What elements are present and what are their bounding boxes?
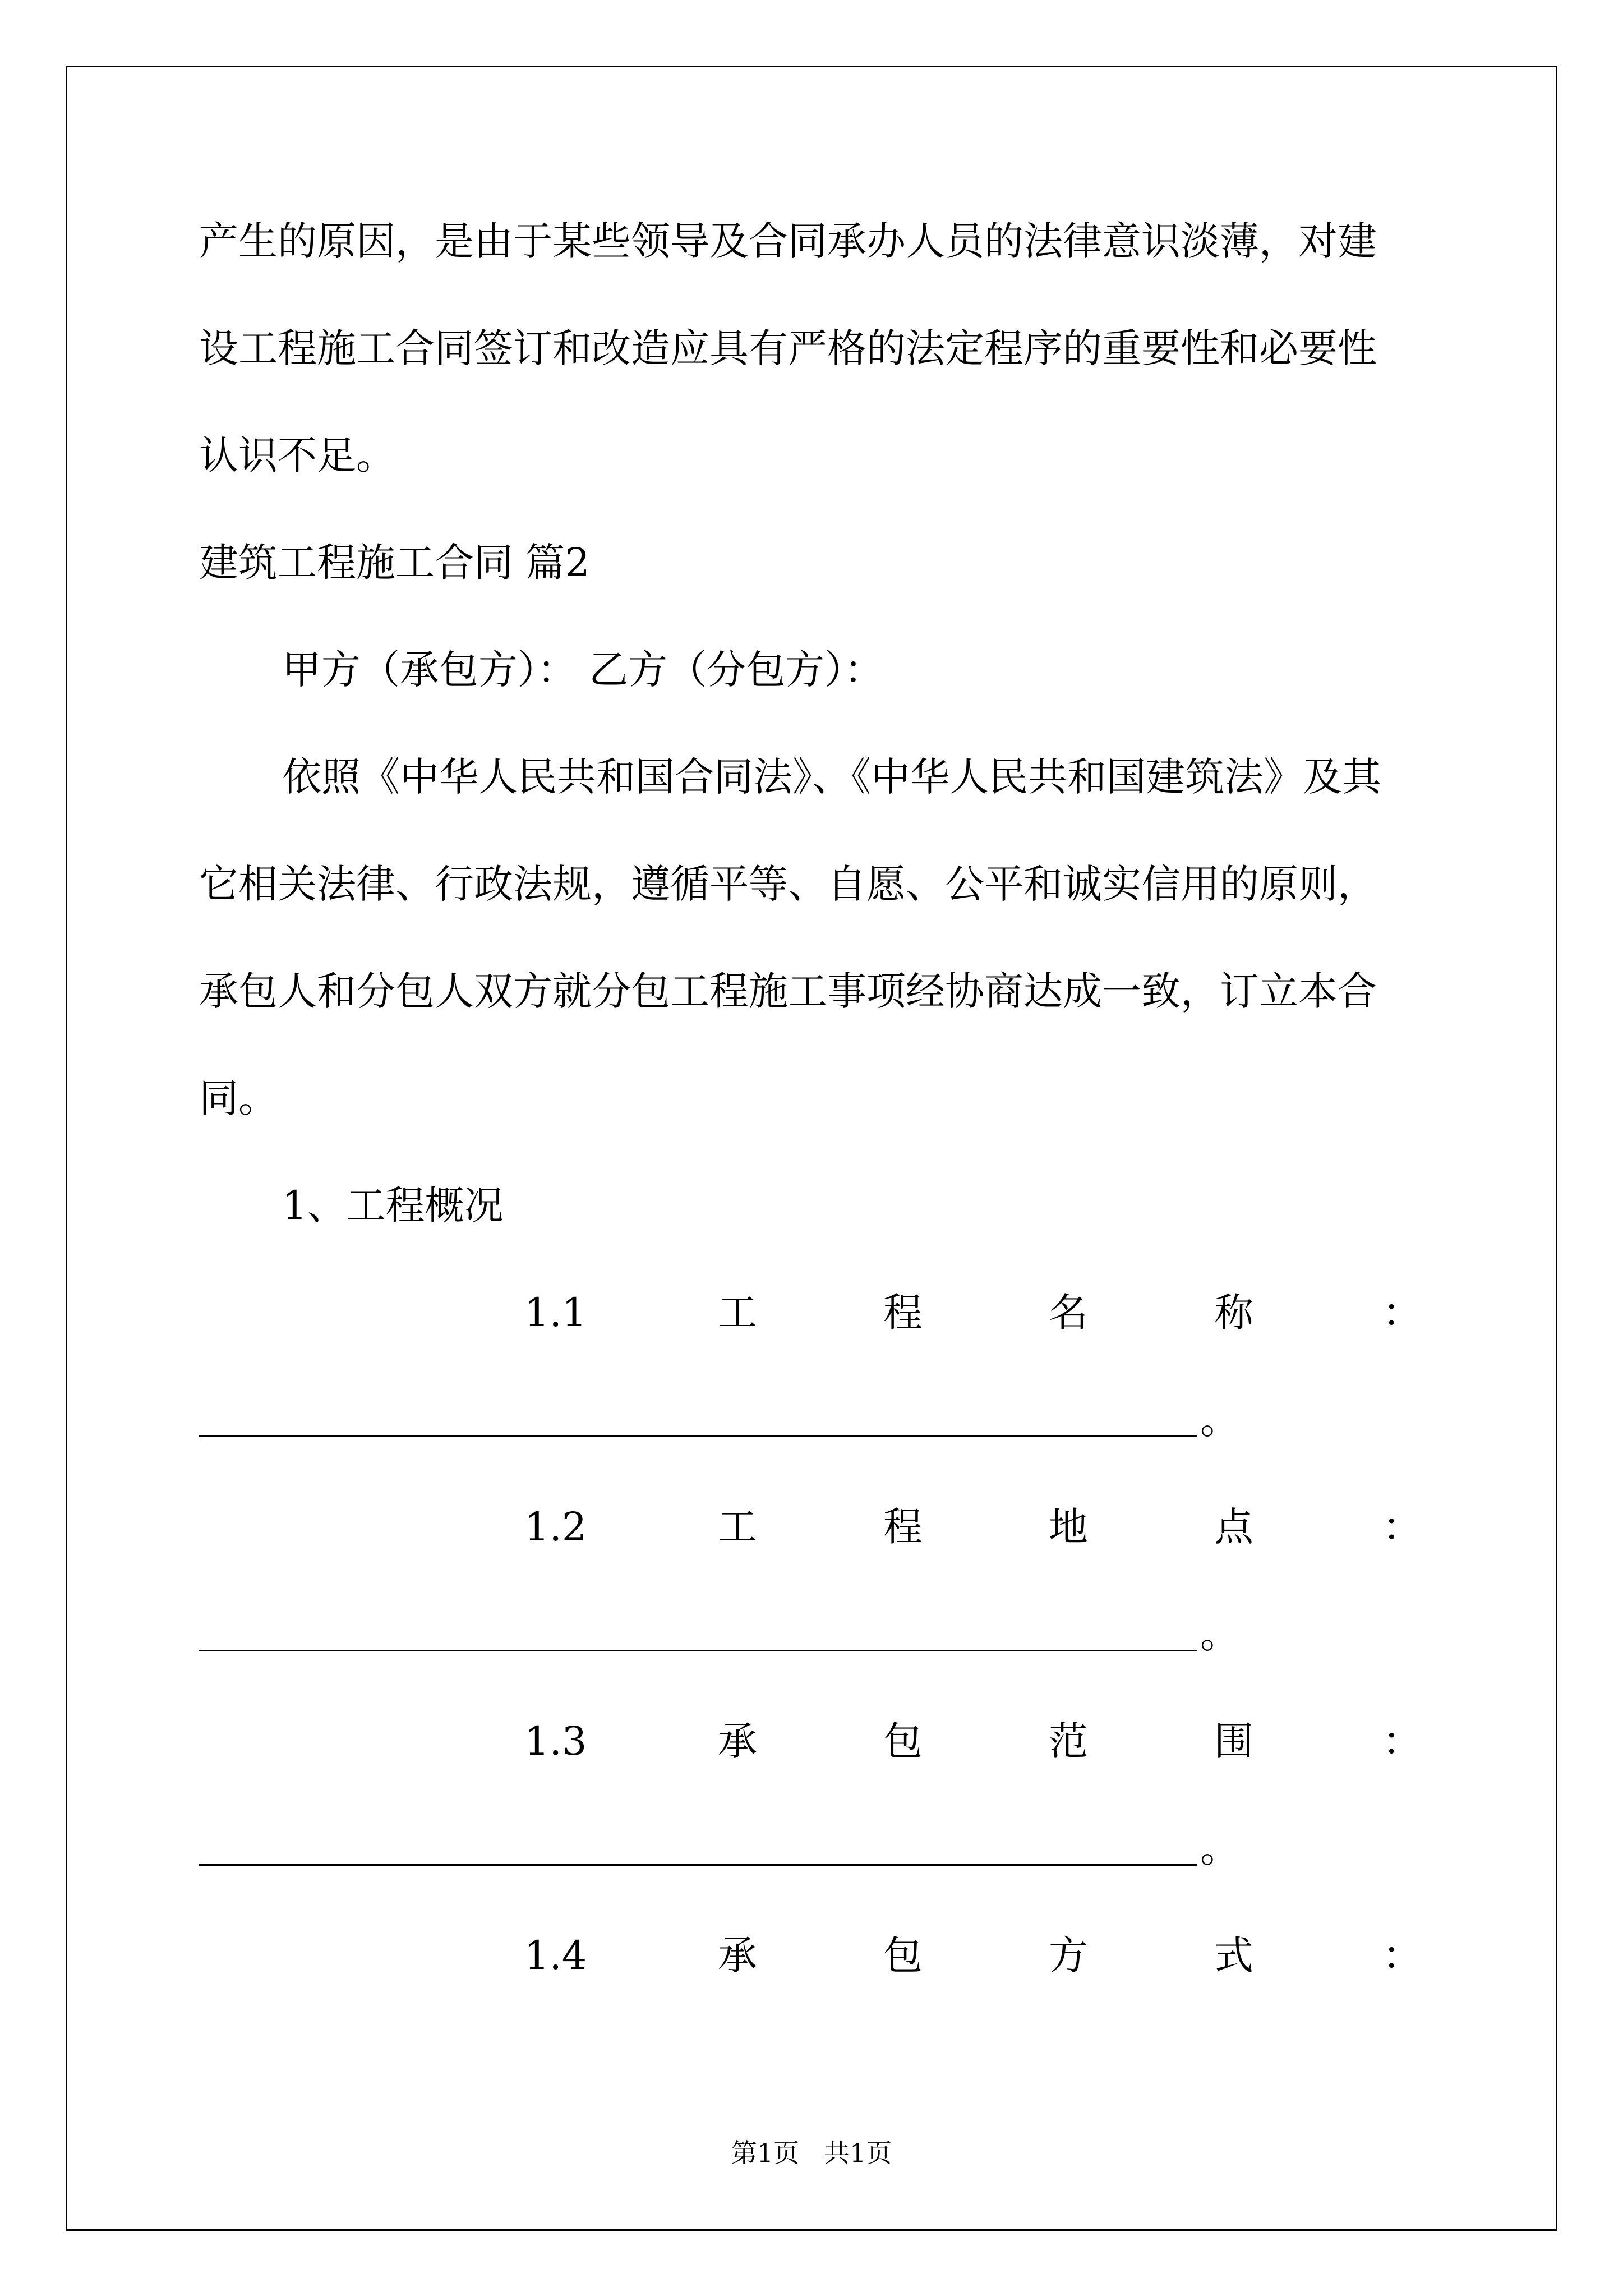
document-body <box>199 213 1427 1984</box>
blank-underline <box>199 1435 1197 1437</box>
blank-period: 。 <box>1200 1825 1239 1871</box>
item-char: 方 <box>1049 1932 1088 1978</box>
text-line: 承包人和分包人双方就分包工程施工事项经协商达成一致，订立本合 <box>199 968 1377 1014</box>
item-char: 承 <box>718 1718 757 1764</box>
parties-line: 甲方（承包方）： 乙方（分包方）： <box>282 647 884 693</box>
item-number: 1.1 <box>524 1290 587 1336</box>
page-footer <box>0 2136 1623 2170</box>
item-char: 工 <box>718 1290 757 1336</box>
item-char: 程 <box>883 1290 923 1336</box>
blank-underline <box>199 1650 1197 1651</box>
blank-period: 。 <box>1200 1611 1239 1657</box>
item-char: 围 <box>1214 1718 1253 1764</box>
blank-underline <box>199 1864 1197 1866</box>
item-char: 承 <box>718 1932 757 1978</box>
item-colon: ： <box>1382 1504 1422 1550</box>
item-label-line <box>199 1713 1427 1769</box>
text-line: 认识不足。 <box>199 432 395 478</box>
item-char: 名 <box>1049 1290 1088 1336</box>
clause-heading: 1、工程概况 <box>282 1182 504 1228</box>
item-number: 1.2 <box>524 1504 587 1550</box>
item-label-line <box>199 1499 1427 1555</box>
section-title: 建筑工程施工合同 篇2 <box>199 540 590 586</box>
fill-in-blank <box>199 1820 1427 1876</box>
item-number: 1.3 <box>524 1718 587 1764</box>
item-number: 1.4 <box>524 1932 587 1978</box>
item-char: 程 <box>883 1504 923 1550</box>
item-char: 式 <box>1214 1932 1253 1978</box>
item-char: 包 <box>883 1932 923 1978</box>
fill-in-blank <box>199 1392 1427 1448</box>
page-total: 共1页 <box>824 2138 892 2168</box>
item-colon: ： <box>1382 1290 1422 1336</box>
fill-in-blank <box>199 1606 1427 1662</box>
item-colon: ： <box>1382 1932 1422 1978</box>
item-char: 范 <box>1049 1718 1088 1764</box>
item-char: 地 <box>1049 1504 1088 1550</box>
item-char: 点 <box>1214 1504 1253 1550</box>
blank-period: 。 <box>1200 1397 1239 1443</box>
item-label-line <box>199 1927 1427 1984</box>
text-line: 它相关法律、行政法规，遵循平等、自愿、公平和诚实信用的原则， <box>199 861 1377 907</box>
text-line: 同。 <box>199 1075 278 1121</box>
text-line: 设工程施工合同签订和改造应具有严格的法定程序的重要性和必要性 <box>199 325 1377 371</box>
item-colon: ： <box>1382 1718 1422 1764</box>
item-char: 工 <box>718 1504 757 1550</box>
item-char: 包 <box>883 1718 923 1764</box>
page-number: 第1页 <box>731 2138 799 2168</box>
item-label-line <box>199 1285 1427 1341</box>
text-line: 产生的原因，是由于某些领导及合同承办人员的法律意识淡薄，对建 <box>199 218 1377 264</box>
item-char: 称 <box>1214 1290 1253 1336</box>
text-line: 依照《中华人民共和国合同法》、《中华人民共和国建筑法》及其 <box>282 754 1381 800</box>
